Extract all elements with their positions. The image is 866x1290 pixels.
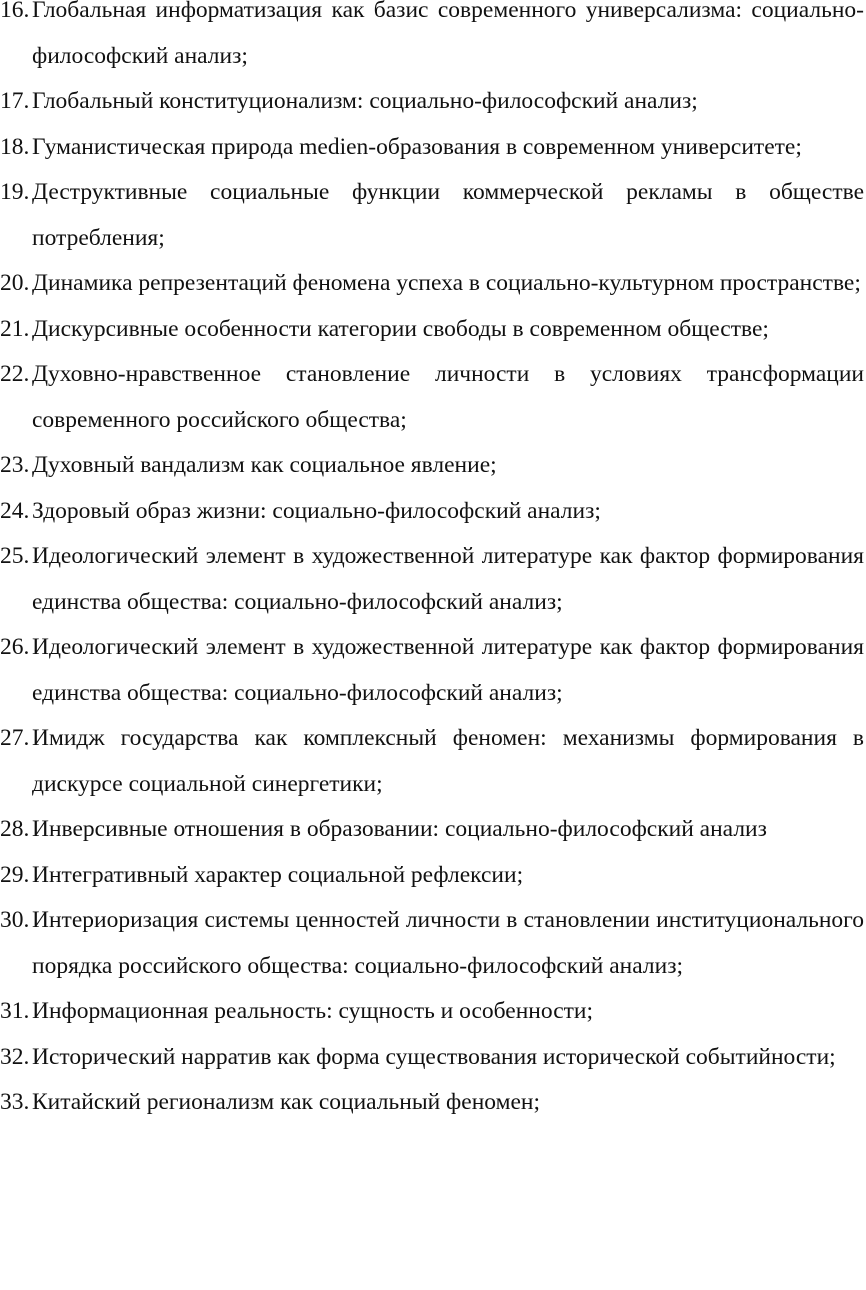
item-number: 27.	[0, 725, 30, 751]
list-item	[0, 853, 864, 899]
list-item	[0, 898, 864, 989]
item-text: Китайский регионализм как социальный феномен;	[32, 1089, 541, 1115]
item-text: Динамика репрезентаций феномена успеха в социально-культурном пространстве;	[32, 270, 861, 296]
item-number: 19.	[0, 179, 30, 205]
list-item	[0, 716, 864, 807]
item-number: 25.	[0, 543, 30, 569]
item-number: 26.	[0, 634, 30, 660]
item-text: Дискурсивные особенности категории свободы в современном обществе;	[32, 315, 769, 342]
item-text: Духовно-нравственное становление личности в условиях трансформации современного российского общества;	[32, 361, 864, 433]
item-text: Глобальный конституционализм: социально-философский анализ;	[32, 88, 698, 114]
item-number: 21.	[0, 315, 30, 342]
list-item	[0, 625, 864, 716]
list-item	[0, 307, 864, 353]
list-item	[0, 1035, 864, 1081]
item-number: 20.	[0, 270, 30, 296]
item-number: 28.	[0, 816, 30, 842]
list-item	[0, 534, 864, 625]
list-item	[0, 170, 864, 261]
list-item	[0, 807, 864, 853]
item-text: Интегративный характер социальной рефлексии;	[32, 861, 524, 888]
item-text: Глобальная информатизация как базис современного универсализма: социально-философский анализ;	[32, 0, 864, 69]
list-item	[0, 0, 864, 79]
list-item	[0, 989, 864, 1035]
item-text: Идеологический элемент в художественной литературе как фактор формирования единства общества: социально-философский анализ;	[32, 543, 864, 615]
item-number: 31.	[0, 998, 30, 1024]
item-text: Исторический нарратив как форма существования исторической событийности;	[32, 1043, 836, 1070]
list-item	[0, 1080, 864, 1126]
item-number: 32.	[0, 1043, 30, 1070]
item-number: 17.	[0, 88, 30, 114]
item-text: Здоровый образ жизни: социально-философский анализ;	[32, 497, 601, 524]
item-text: Информационная реальность: сущность и особенности;	[32, 998, 594, 1024]
item-text: Идеологический элемент в художественной литературе как фактор формирования единства общества: социально-философский анализ;	[32, 634, 864, 706]
list-item	[0, 79, 864, 125]
list-item	[0, 443, 864, 489]
item-number: 29.	[0, 861, 30, 888]
item-number: 23.	[0, 452, 30, 478]
item-text: Духовный вандализм как социальное явление;	[32, 452, 497, 478]
list-item	[0, 489, 864, 535]
item-number: 16.	[0, 0, 30, 23]
item-text: Гуманистическая природа medien-образования в современном университете;	[32, 133, 802, 160]
list-item	[0, 261, 864, 307]
item-number: 33.	[0, 1089, 30, 1115]
item-number: 24.	[0, 497, 30, 524]
item-text: Интериоризация системы ценностей личности в становлении институционального порядка российского общества: социально-философский анализ;	[32, 907, 864, 979]
list-item	[0, 125, 864, 171]
list-item	[0, 352, 864, 443]
item-text: Деструктивные социальные функции коммерческой рекламы в обществе потребления;	[32, 179, 864, 251]
item-number: 18.	[0, 133, 30, 160]
item-number: 22.	[0, 361, 30, 387]
item-number: 30.	[0, 907, 30, 933]
item-text: Инверсивные отношения в образовании: социально-философский анализ	[32, 816, 767, 842]
item-text: Имидж государства как комплексный феномен: механизмы формирования в дискурсе социальной синергетики;	[32, 725, 864, 797]
